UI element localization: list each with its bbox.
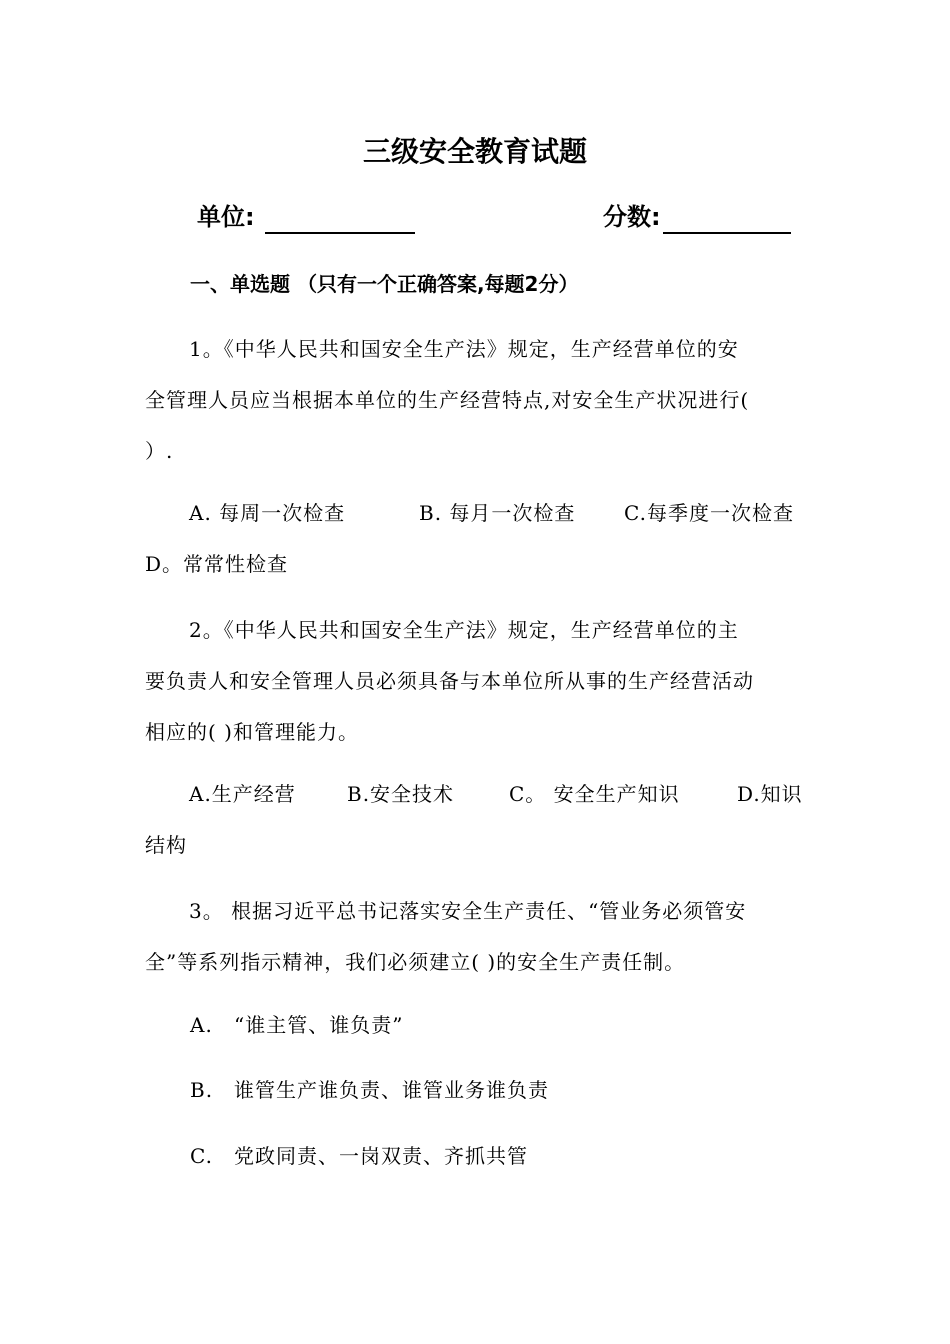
- option-b: B.安全技术: [347, 782, 455, 806]
- question-text-line: 相应的( )和管理能力。: [145, 720, 359, 744]
- section-heading: 一、单选题 （只有一个正确答案,每题2分）: [190, 272, 579, 296]
- option-text: “谁主管、谁负责”: [234, 1013, 404, 1037]
- option-letter: A.: [190, 1013, 213, 1037]
- question-text-line: 3。 根据习近平总书记落实安全生产责任、“管业务必须管安: [189, 899, 747, 923]
- option-text: 党政同责、一岗双责、齐抓共管: [234, 1144, 528, 1168]
- question-3-option-a: [190, 1010, 403, 1040]
- question-text-line: ）.: [145, 439, 174, 463]
- question-3: [145, 886, 805, 988]
- unit-field: [197, 200, 415, 234]
- option-c: C。 安全生产知识: [509, 782, 680, 806]
- score-field: [603, 200, 791, 234]
- option-letter: B.: [190, 1078, 214, 1102]
- option-d: D.知识: [737, 782, 803, 806]
- option-d-continuation: 结构: [145, 833, 187, 857]
- question-1-options: [145, 488, 805, 590]
- question-text-line: 要负责人和安全管理人员必须具备与本单位所从事的生产经营活动: [145, 669, 754, 693]
- question-3-option-c: [190, 1141, 528, 1171]
- unit-blank-line: [265, 204, 415, 234]
- option-text: 谁管生产谁负责、谁管业务谁负责: [234, 1078, 549, 1102]
- document-title: 三级安全教育试题: [362, 135, 587, 168]
- question-text-line: 1。《中华人民共和国安全生产法》规定，生产经营单位的安: [189, 337, 739, 361]
- question-1: [145, 324, 805, 477]
- question-2-options: [145, 769, 805, 871]
- score-blank-line: [663, 204, 791, 234]
- option-a: A.生产经营: [189, 782, 296, 806]
- question-3-option-b: [190, 1075, 549, 1105]
- unit-label: 单位:: [197, 203, 255, 231]
- score-label: 分数:: [603, 203, 661, 231]
- option-letter: C.: [190, 1144, 213, 1168]
- option-d: D。常常性检查: [145, 552, 289, 576]
- option-c: C.每季度一次检查: [624, 501, 794, 525]
- question-text-line: 全”等系列指示精神，我们必须建立( )的安全生产责任制。: [145, 950, 686, 974]
- question-2: [145, 605, 805, 758]
- option-a: A. 每周一次检查: [189, 501, 346, 525]
- question-text-line: 2。《中华人民共和国安全生产法》规定，生产经营单位的主: [189, 618, 739, 642]
- question-text-line: 全管理人员应当根据本单位的生产经营特点,对安全生产状况进行(: [145, 388, 750, 412]
- option-b: B. 每月一次检查: [419, 501, 576, 525]
